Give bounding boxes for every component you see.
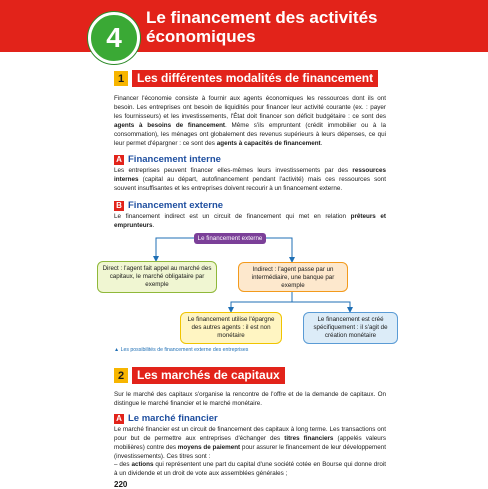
subsection-b-letter: B — [114, 201, 124, 211]
page-number: 220 — [114, 480, 128, 489]
section-1-title: Les différentes modalités de financement — [132, 70, 378, 87]
diagram-indirect-box: Indirect : l'agent passe par un intermédiaire, une banque par exemple — [238, 262, 348, 292]
subsection-a-text — [114, 167, 386, 194]
section-2-title: Les marchés de capitaux — [132, 367, 285, 384]
subsection-b-text — [114, 213, 386, 231]
subsection-2a-heading — [114, 412, 218, 425]
text-run: pour assurer le financement de leur développement (investissements). Ces titres sont : — [114, 443, 386, 460]
arrow-to-non-monetaire — [231, 292, 292, 310]
subsection-a-heading — [114, 153, 221, 166]
text-run: – des — [114, 461, 132, 468]
text-run: (capital au départ, autofinancement pendant l'activité) mais ces ressources sont souvent insuffisantes et les entreprises doivent recourir à un financement externe. — [114, 175, 386, 192]
diagram-non-monetaire-box: Le financement utilise l'épargne des autres agents : il est non monétaire — [180, 312, 282, 344]
section-2-number: 2 — [114, 368, 128, 383]
subsection-a-title: Financement interne — [128, 154, 221, 165]
subsection-2a-bullet — [114, 461, 386, 479]
text-run: . — [320, 139, 323, 147]
text-run: Les entreprises peuvent financer elles-mêmes leurs investissements par des — [114, 167, 353, 174]
subsection-b-heading — [114, 199, 223, 212]
diagram-caption: ▲ Les possibilités de financement externe des entreprises — [114, 347, 249, 353]
subsection-2a-text — [114, 426, 386, 462]
chapter-number-badge: 4 — [88, 12, 140, 64]
section-2-heading — [114, 367, 285, 384]
text-run: Financer l'économie consiste à fournir aux agents économiques les ressources dont ils ont besoin. Les entreprises ont besoin de liquidités pour financer leur activité courante (ex. : payer les fournisseurs) et les investissements, l'État doit financer son déficit budgétaire : ce sont des — [114, 95, 386, 120]
section-2-intro: Sur le marché des capitaux s'organise la rencontre de l'offre et de la demande de capitaux. On distingue le marché financier et le marché monétaire. — [114, 391, 386, 407]
subsection-2a-letter: A — [114, 414, 124, 424]
arrow-to-direct — [156, 238, 194, 259]
term-titres-financiers: titres financiers — [284, 434, 334, 442]
arrow-to-monetaire — [292, 302, 350, 310]
section-1-heading — [114, 70, 378, 87]
diagram-monetaire-box: Le financement est créé spécifiquement : il s'agit de création monétaire — [303, 312, 398, 344]
diagram-direct-box: Direct : l'agent fait appel au marché des capitaux, le marché obligataire par exemple — [97, 261, 217, 293]
subsection-2a-title: Le marché financier — [128, 413, 218, 424]
term-actions: actions — [131, 461, 154, 468]
section-1-intro — [114, 95, 386, 148]
text-run: . Même s'ils empruntent (crédit immobilier ou à la consommation), les ménages ont globalement des revenus supérieurs à leurs dépenses, ce qui leur permet d'épargner : ce sont des — [114, 121, 387, 147]
term-preteurs-emprunteurs: prêteurs et emprunteurs — [114, 213, 387, 229]
text-run: (appelés valeurs mobilières) contre des — [114, 434, 387, 451]
diagram-root-box: Le financement externe — [194, 233, 266, 244]
text-run: qui représentent une part du capital d'une société cotée en Bourse qui donne droit à un dividende et un droit de vote aux assemblées générales ; — [114, 461, 387, 477]
term-agents-capacite: agents à capacités de financement — [216, 139, 321, 147]
text-run: . — [152, 221, 155, 229]
text-run: Le marché financier est un circuit de financement des capitaux à long terme. Les transactions ont pour but de permettre aux entreprises d'échanger des — [114, 426, 386, 442]
term-ressources-internes: ressources internes — [114, 167, 386, 183]
term-agents-besoin: agents à besoins de financement — [114, 121, 226, 129]
section-1-number: 1 — [114, 71, 128, 86]
chapter-title: Le financement des activités économiques — [146, 8, 378, 46]
text-run: Le financement indirect est un circuit de financement qui met en relation — [114, 213, 351, 220]
subsection-a-letter: A — [114, 155, 124, 165]
term-moyens-paiement: moyens de paiement — [177, 443, 241, 451]
subsection-b-title: Financement externe — [128, 200, 224, 211]
arrow-to-indirect — [266, 238, 292, 260]
